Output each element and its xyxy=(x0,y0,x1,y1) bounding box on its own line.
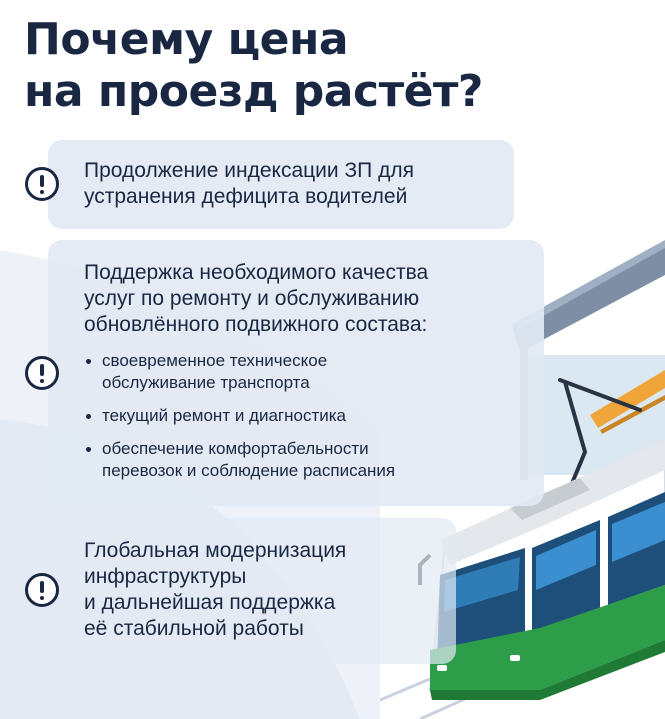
bullet-item xyxy=(84,350,395,394)
bullet-line: текущий ремонт и диагностика xyxy=(102,406,347,425)
bullet-line: перевозок и соблюдение расписания xyxy=(102,461,396,480)
reason-3-text xyxy=(84,538,346,642)
reason-2-line: Поддержка необходимого качества xyxy=(84,261,429,284)
page-title-line-1: Почему цена xyxy=(24,14,349,65)
reason-2-line: обновлённого подвижного состава: xyxy=(84,313,428,336)
reason-1-line: устранения дефицита водителей xyxy=(84,185,408,208)
exclamation-circle-icon xyxy=(25,356,59,390)
bullet-line: обслуживание транспорта xyxy=(102,373,310,392)
reason-3-line: инфраструктуры xyxy=(84,565,247,588)
reason-3-line: и дальнейшая поддержка xyxy=(84,591,336,614)
bullet-line: обеспечение комфортабельности xyxy=(102,439,369,458)
reason-3-line: её стабильной работы xyxy=(84,617,304,640)
bullet-line: своевременное техническое xyxy=(102,351,328,370)
page-title-line-2: на проезд растёт? xyxy=(24,66,483,117)
reason-2-line: услуг по ремонту и обслуживанию xyxy=(84,287,420,310)
reason-2-text xyxy=(84,260,428,338)
bullet-item xyxy=(84,438,395,482)
page-title xyxy=(24,14,644,118)
reason-1-line: Продолжение индексации ЗП для xyxy=(84,159,414,182)
exclamation-circle-icon xyxy=(25,167,59,201)
reason-1-text xyxy=(84,158,414,210)
bullet-item xyxy=(84,405,395,427)
reason-3-line: Глобальная модернизация xyxy=(84,539,347,562)
exclamation-circle-icon xyxy=(25,573,59,607)
reason-2-bullet-list xyxy=(84,350,395,493)
